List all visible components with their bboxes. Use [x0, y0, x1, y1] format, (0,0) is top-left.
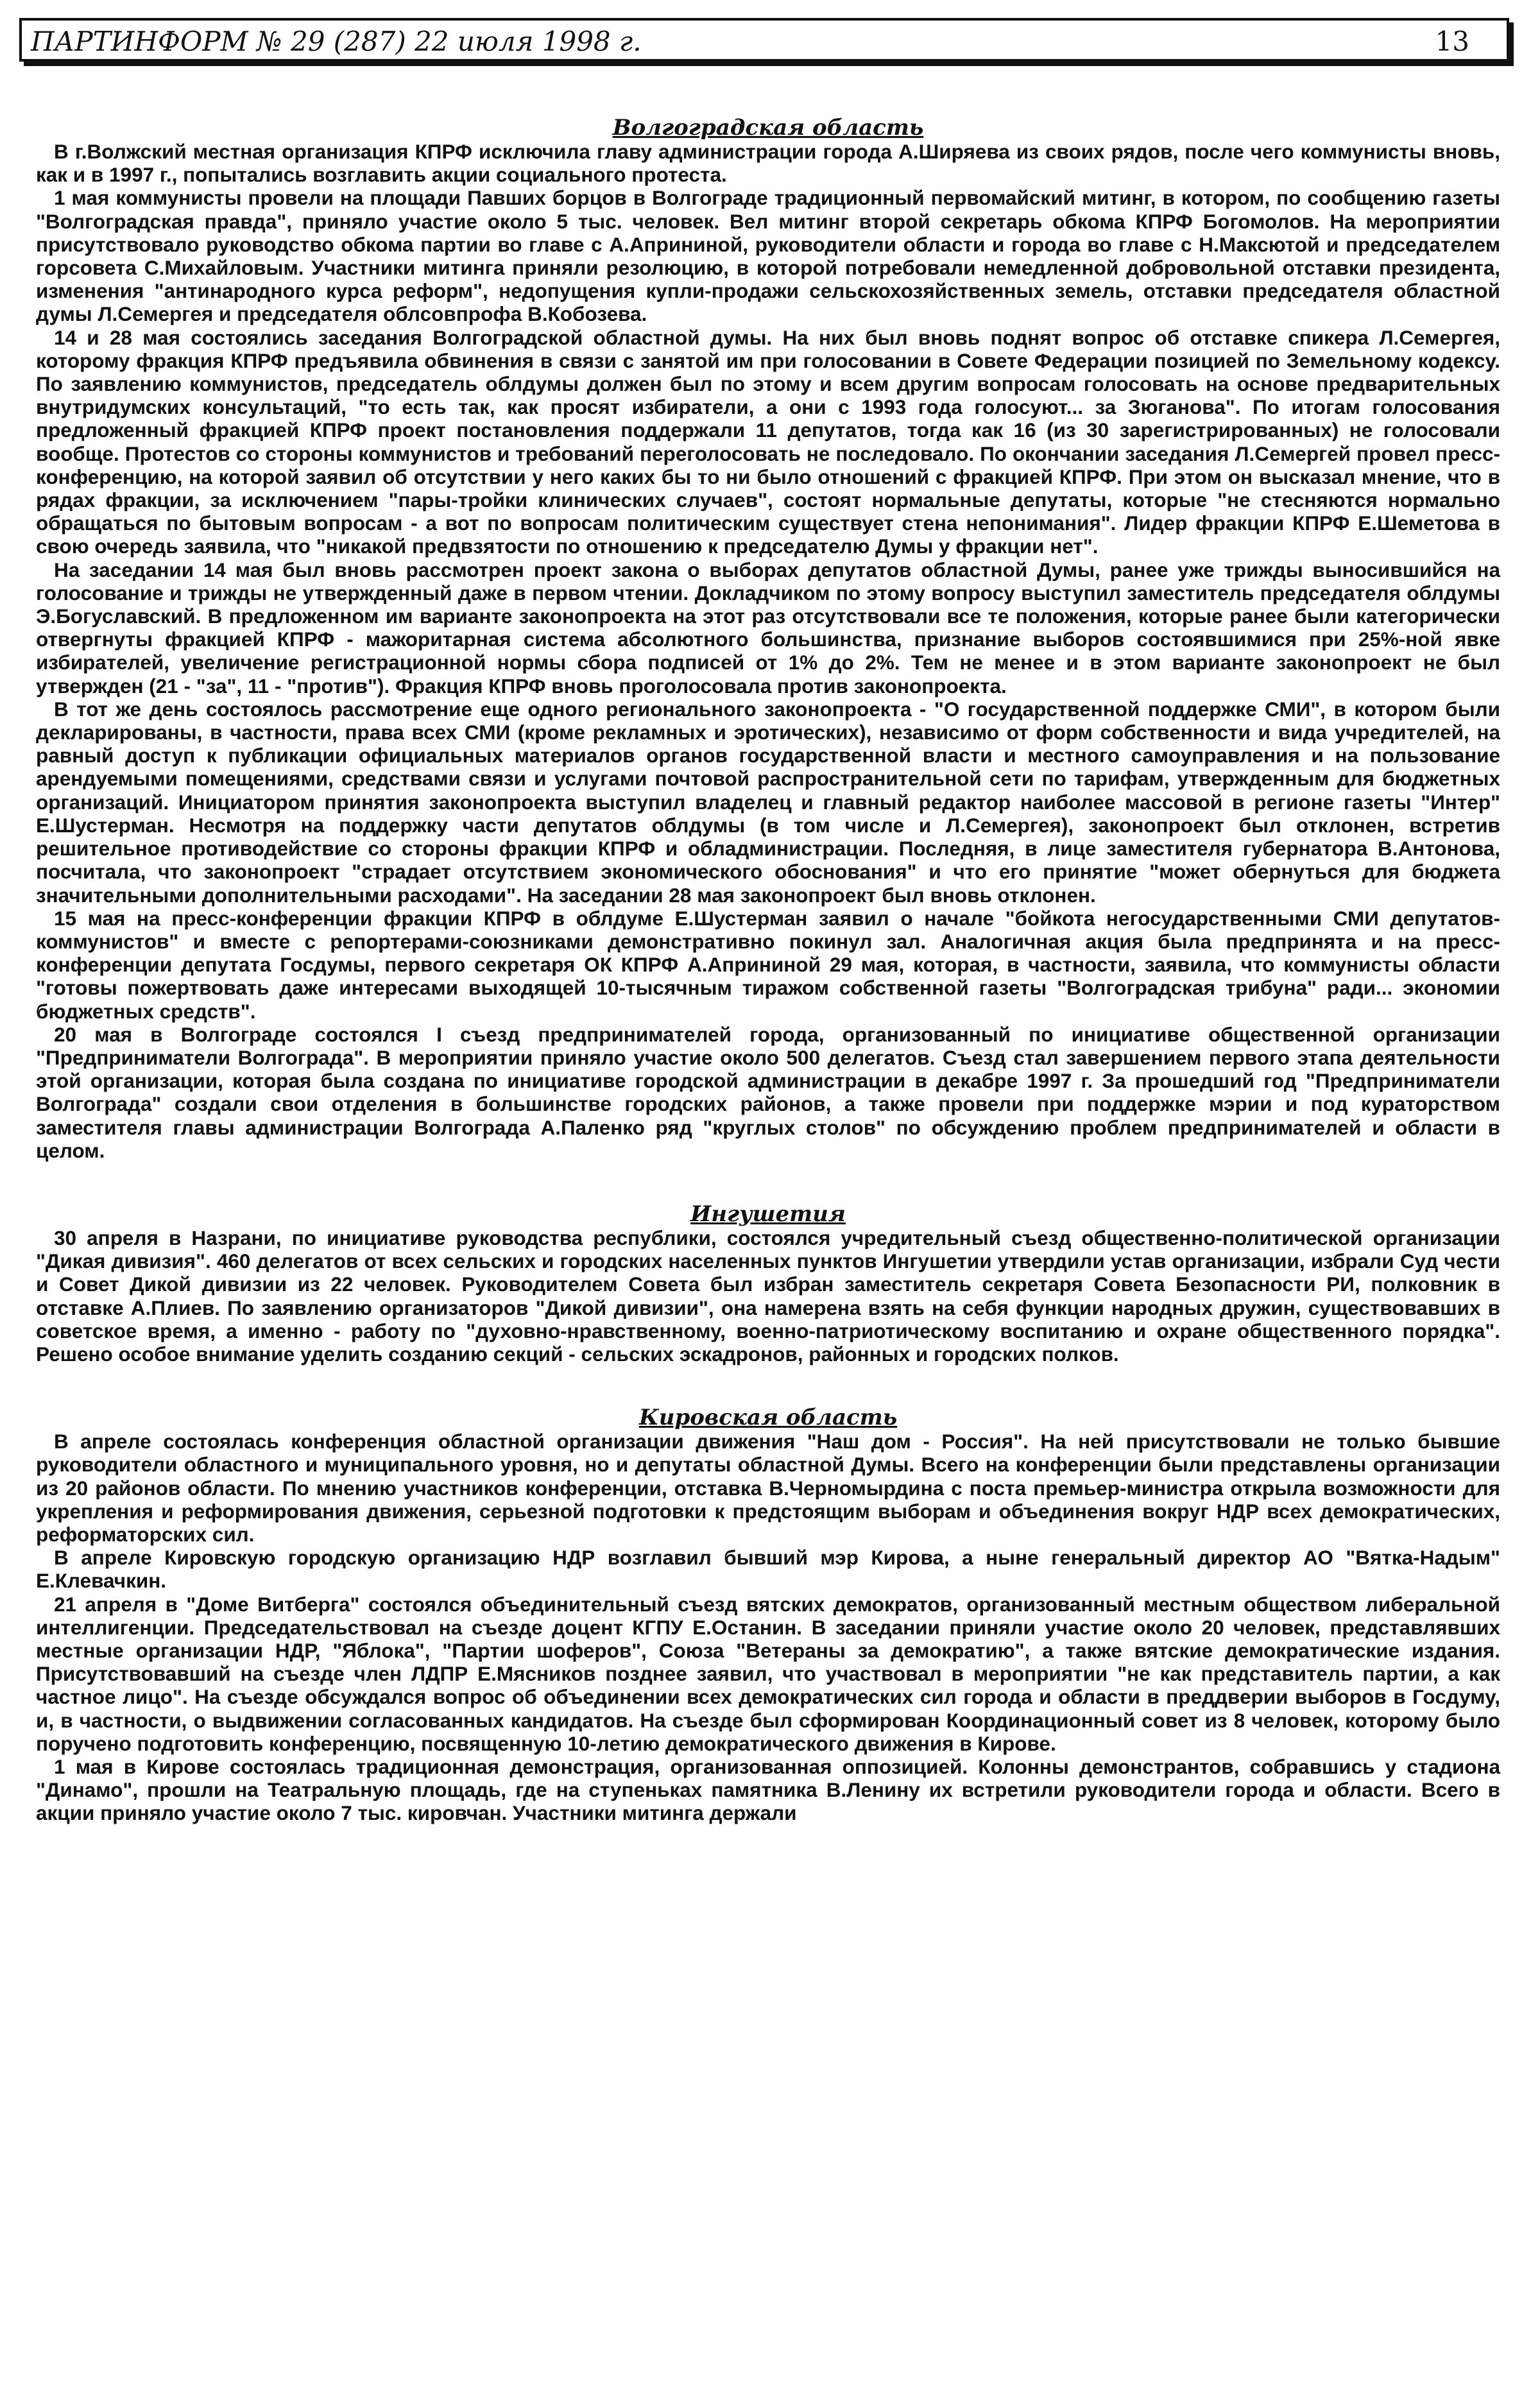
section-heading: Кировская область: [638, 1405, 898, 1431]
paragraph: 1 мая в Кирове состоялась традиционная демонстрация, организованная оппозицией. Колонны демонстрантов, собравшись у стадиона "Динамо", прошли на Театральную площадь, где на ступеньках памятника В.Ленину их встретили руководители города и области. Всего в акции приняло участие около 7 тыс. кировчан. Участники митинга держали: [36, 1755, 1500, 1825]
section-volgograd: [36, 116, 1500, 1162]
paragraph: 15 мая на пресс-конференции фракции КПРФ в облдуме Е.Шустерман заявил о начале "бойкота негосударственными СМИ депутатов-коммунистов" и вместе с репортерами-союзниками демонстративно покинул зал. Аналогичная акция была предпринята и на пресс-конференции депутата Госдумы, первого секретаря ОК КПРФ А.Априниной 29 мая, которая, в частности, заявила, что коммунисты области "готовы пожертвовать даже интересами выходящей 10-тысячным тиражом собственной газеты "Волгоградская трибуна" ради... экономии бюджетных средств".: [36, 906, 1500, 1023]
section-kirov: [36, 1405, 1500, 1824]
section-spacer: [36, 1162, 1500, 1202]
paragraph: 20 мая в Волгограде состоялся I съезд предпринимателей города, организованный по инициативе общественной организации "Предприниматели Волгограда". В мероприятии приняло участие около 500 делегатов. Съезд стал завершением первого этапа деятельности этой организации, которая была создана по инициативе городской администрации в декабре 1997 г. За прошедший год "Предприниматели Волгограда" создали свои отделения в большинстве городских районов, а также провели при поддержке мэрии и под кураторством заместителя главы администрации Волгограда А.Паленко ряд "круглых столов" по обсуждению проблем предпринимателей и области в целом.: [36, 1022, 1500, 1162]
publication-title: ПАРТИНФОРМ № 29 (287) 22 июля 1998 г.: [31, 26, 642, 57]
paragraph: В апреле состоялась конференция областной организации движения "Наш дом - Россия". На ней присутствовали не только бывшие руководители областного и муниципального уровня, но и депутаты областной Думы. Всего на конференции были представлены организации из 20 районов области. По мнению участников конференции, отставка В.Черномырдина с поста премьер-министра открыла возможности для укрепления и реформирования движения, серьезной подготовки к предстоящим выборам и объединения вокруг НДР всех демократических, реформаторских сил.: [36, 1430, 1500, 1546]
paragraph: 14 и 28 мая состоялись заседания Волгоградской областной думы. На них был вновь поднят вопрос об отставке спикера Л.Семергея, которому фракция КПРФ предъявила обвинения в связи с занятой им при голосовании в Совете Федерации позицией по Земельному кодексу. По заявлению коммунистов, председатель облдумы должен был по этому и всем другим вопросам голосовать на основе предварительных внутридумских консультаций, "то есть так, как просят избиратели, а они с 1993 года голосуют... за Зюганова". По итогам голосования предложенный фракцией КПРФ проект постановления поддержали 11 депутатов, тогда как 16 (из 30 зарегистрированных) не голосовали вообще. Протестов со стороны коммунистов и требований переголосовать не последовало. По окончании заседания Л.Семергей провел пресс-конференцию, на которой заявил об отсутствии у него каких бы то ни было отношений с фракцией КПРФ. При этом он высказал мнение, что в рядах фракции, за исключением "пары-тройки клинических случаев", состоят нормальные депутаты, которые "не стесняются нормально обращаться по бытовым вопросам - а вот по вопросам политическим существует стена непонимания". Лидер фракции КПРФ Е.Шеметова в свою очередь заявила, что "никакой предвзятости по отношению к председателю Думы у фракции нет".: [36, 325, 1500, 558]
paragraph: В тот же день состоялось рассмотрение еще одного регионального законопроекта - "О государственной поддержке СМИ", в котором были декларированы, в частности, права всех СМИ (кроме рекламных и эротических), независимо от форм собственности и вида учредителей, на равный доступ к публикации официальных материалов органов государственной власти и местного самоуправления и на пользование арендуемыми помещениями, средствами связи и услугами почтовой распространительной сети по тарифам, утвержденным для бюджетных организаций. Инициатором принятия законопроекта выступил владелец и главный редактор наиболее массовой в регионе газеты "Интер" Е.Шустерман. Несмотря на поддержку части депутатов облдумы (в том числе и Л.Семергея), законопроект был отклонен, встретив решительное противодействие со стороны фракции КПРФ и обладминистрации. Последняя, в лице заместителя губернатора В.Антонова, посчитала, что законопроект "страдает отсутствием экономического обоснования" и что его принятие "может обернуться для бюджета значительными дополнительными расходами". На заседании 28 мая законопроект был вновь отклонен.: [36, 697, 1500, 907]
paragraph: В г.Волжский местная организация КПРФ исключила главу администрации города А.Ширяева из своих рядов, после чего коммунисты вновь, как и в 1997 г., попытались возглавить акции социального протеста.: [36, 140, 1500, 187]
page-number: 13: [1435, 26, 1469, 57]
paragraph: 1 мая коммунисты провели на площади Павших борцов в Волгограде традиционный первомайский митинг, в котором, по сообщению газеты "Волгоградская правда", приняло участие около 5 тыс. человек. Вел митинг второй секретарь обкома КПРФ Богомолов. На мероприятии присутствовало руководство обкома партии во главе с А.Априниной, руководители области и города во главе с Н.Максютой и председателем горсовета С.Михайловым. Участники митинга приняли резолюцию, в которой потребовали немедленной добровольной отставки президента, изменения "антинародного курса реформ", недопущения купли-продажи сельскохозяйственных земель, отставки председателя областной думы Л.Семергея и председателя облсовпрофа В.Кобозева.: [36, 186, 1500, 326]
section-ingushetia: [36, 1202, 1500, 1366]
section-spacer: [36, 1366, 1500, 1405]
paragraph: 21 апреля в "Доме Витберга" состоялся объединительный съезд вятских демократов, организованный местным обществом либеральной интеллигенции. Председательствовал на съезде доцент КГПУ Е.Останин. В заседании приняли участие около 20 человек, представлявших местные организации НДР, "Яблока", "Партии шоферов", Союза "Ветераны за демократию", а также вятские демократические издания. Присутствовавший на съезде член ЛДПР Е.Мясников позднее заявил, что участвовал в мероприятии "не как представитель партии, а как частное лицо". На съезде обсуждался вопрос об объединении всех демократических сил города и области в преддверии выборов в Госдуму, и, в частности, о выдвижении согласованных кандидатов. На съезде был сформирован Координационный совет из 8 человек, которому было поручено подготовить конференцию, посвященную 10-летию демократического движения в Кирове.: [36, 1592, 1500, 1755]
paragraph: На заседании 14 мая был вновь рассмотрен проект закона о выборах депутатов областной Думы, ранее уже трижды выносившийся на голосование и трижды не утвержденный даже в первом чтении. Докладчиком по этому вопросу выступил заместитель председателя облдумы Э.Богуславский. В предложенном им варианте законопроекта на этот раз отсутствовали все те положения, которые ранее были категорически отвергнуты фракцией КПРФ - мажоритарная система абсолютного большинства, признание выборов состоявшимися при 25%-ной явке избирателей, увеличение регистрационной нормы сбора подписей от 1% до 2%. Тем не менее и в этом варианте законопроект не был утвержден (21 - "за", 11 - "против"). Фракция КПРФ вновь проголосовала против законопроекта.: [36, 558, 1500, 698]
page-header: [19, 18, 1509, 62]
section-heading: Ингушетия: [690, 1201, 846, 1227]
section-heading: Волгоградская область: [612, 115, 924, 141]
article-body: [36, 116, 1500, 1825]
paragraph: В апреле Кировскую городскую организацию НДР возглавил бывший мэр Кирова, а ныне генеральный директор АО "Вятка-Надым" Е.Клевачкин.: [36, 1546, 1500, 1593]
paragraph: 30 апреля в Назрани, по инициативе руководства республики, состоялся учредительный съезд общественно-политической организации "Дикая дивизия". 460 делегатов от всех сельских и городских населенных пунктов Ингушетии утвердили устав организации, избрали Суд чести и Совет Дикой дивизии из 22 человек. Руководителем Совета был избран заместитель секретаря Совета Безопасности РИ, полковник в отставке А.Плиев. По заявлению организаторов "Дикой дивизии", она намерена взять на себя функции народных дружин, существовавших в советское время, а именно - работу по "духовно-нравственному, военно-патриотическому воспитанию и охране общественного порядка". Решено особое внимание уделить созданию секций - сельских эскадронов, районных и городских полков.: [36, 1226, 1500, 1366]
